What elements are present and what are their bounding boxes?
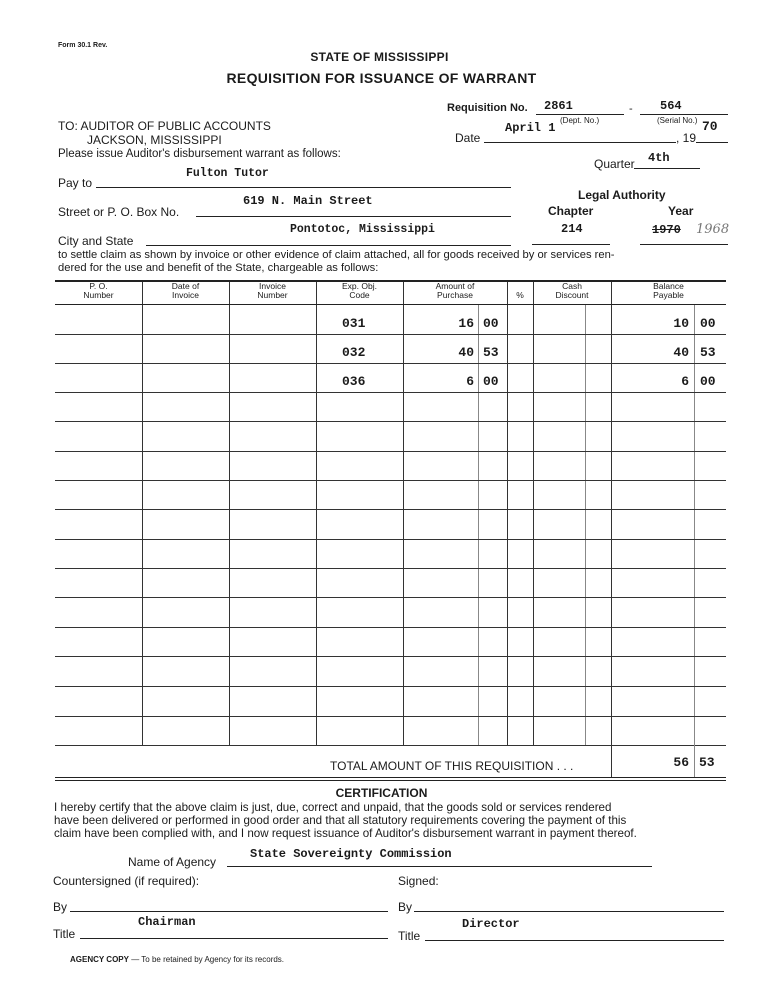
row-2-balance-cents: 53 — [700, 345, 716, 360]
row-2-amount-dollars: 40 — [458, 345, 474, 360]
year-label: Year — [668, 204, 694, 218]
countersigned-label: Countersigned (if required): — [53, 874, 200, 888]
chapter-value: 214 — [561, 222, 583, 236]
certification-line-3: claim have been complied with, and I now request issuance of Auditor's disbursement warrant in payment thereof. — [54, 827, 637, 840]
quarter-label: Quarter — [594, 157, 635, 171]
total-label: TOTAL AMOUNT OF THIS REQUISITION . . . — [330, 759, 574, 773]
date-value: April 1 — [505, 121, 556, 135]
chapter-label: Chapter — [548, 204, 594, 218]
date-label: Date — [455, 131, 481, 145]
form-title: REQUISITION FOR ISSUANCE OF WARRANT — [226, 70, 537, 86]
certification-title: CERTIFICATION — [335, 786, 428, 800]
row-3-amount-cents: 00 — [483, 374, 499, 389]
row-2-balance-dollars: 40 — [673, 345, 689, 360]
form-number: Form 30.1 Rev. — [58, 42, 108, 49]
year-typed-value: 1970 — [652, 223, 681, 237]
title-label-right: Title — [398, 929, 421, 943]
settle-text-2: dered for the use and benefit of the State, chargeable as follows: — [58, 262, 379, 274]
legal-authority-label: Legal Authority — [578, 188, 666, 202]
to-line-1: TO: AUDITOR OF PUBLIC ACCOUNTS — [58, 119, 271, 133]
agency-label: Name of Agency — [128, 855, 217, 869]
street-value: 619 N. Main Street — [243, 194, 373, 208]
row-1-balance-cents: 00 — [700, 316, 716, 331]
pay-to-value: Fulton Tutor — [186, 167, 269, 180]
col-po-header: P. O. Number — [83, 281, 114, 300]
footer-note: AGENCY COPY — To be retained by Agency for its records. — [70, 955, 285, 964]
serial-number: 564 — [660, 99, 682, 113]
requisition-label: Requisition No. — [447, 102, 528, 114]
settle-text-1: to settle claim as shown by invoice or other evidence of claim attached, all for goods received by or services ren- — [58, 249, 615, 261]
col-percent-header: % — [516, 290, 524, 300]
row-1-amount-dollars: 16 — [458, 316, 474, 331]
total-dollars: 56 — [673, 755, 689, 770]
col-balance-header: Balance Payable — [653, 281, 684, 300]
total-cents: 53 — [699, 755, 715, 770]
date-year-prefix: , 19 — [676, 131, 697, 145]
dept-number: 2861 — [544, 99, 573, 113]
row-1-amount-cents: 00 — [483, 316, 499, 331]
to-line-2: JACKSON, MISSISSIPPI — [87, 133, 222, 147]
col-exp-obj-header: Exp. Obj. Code — [342, 281, 377, 300]
certification-line-1: I hereby certify that the above claim is just, due, correct and unpaid, that the goods sold or services rendered — [54, 801, 612, 814]
row-3-balance-dollars: 6 — [681, 374, 689, 389]
line-items-table — [55, 280, 726, 747]
date-year: 70 — [702, 119, 718, 134]
signed-label: Signed: — [398, 874, 439, 888]
row-2-code: 032 — [342, 345, 366, 360]
row-3-balance-cents: 00 — [700, 374, 716, 389]
left-title-value: Chairman — [138, 915, 196, 929]
certification-line-2: have been delivered or performed in good order and that all statutory requirements covering the payment of this — [54, 814, 627, 827]
by-label-left: By — [53, 900, 68, 914]
pay-to-label: Pay to — [58, 176, 93, 190]
city-value: Pontotoc, Mississippi — [290, 223, 435, 236]
right-title-value: Director — [462, 917, 520, 931]
col-invoice-number-header: Invoice Number — [257, 281, 288, 300]
requisition-dash: - — [629, 103, 633, 115]
year-handwritten-value: 1968 — [696, 222, 730, 237]
quarter-value: 4th — [648, 151, 670, 165]
please-issue-text: Please issue Auditor's disbursement warrant as follows: — [58, 148, 341, 160]
serial-caption: (Serial No.) — [657, 116, 698, 125]
row-3-amount-dollars: 6 — [466, 374, 474, 389]
row-1-code: 031 — [342, 316, 366, 331]
col-cash-discount-header: Cash Discount — [555, 281, 589, 300]
row-2-amount-cents: 53 — [483, 345, 499, 360]
row-1-balance-dollars: 10 — [673, 316, 689, 331]
title-label-left: Title — [53, 927, 76, 941]
by-label-right: By — [398, 900, 413, 914]
state-heading: STATE OF MISSISSIPPI — [310, 50, 449, 64]
col-date-invoice-header: Date of Invoice — [171, 281, 200, 300]
col-amount-header: Amount of Purchase — [435, 281, 475, 300]
dept-caption: (Dept. No.) — [560, 116, 600, 125]
city-label: City and State — [58, 234, 134, 248]
row-3-code: 036 — [342, 374, 366, 389]
agency-value: State Sovereignty Commission — [250, 847, 452, 861]
street-label: Street or P. O. Box No. — [58, 205, 180, 219]
